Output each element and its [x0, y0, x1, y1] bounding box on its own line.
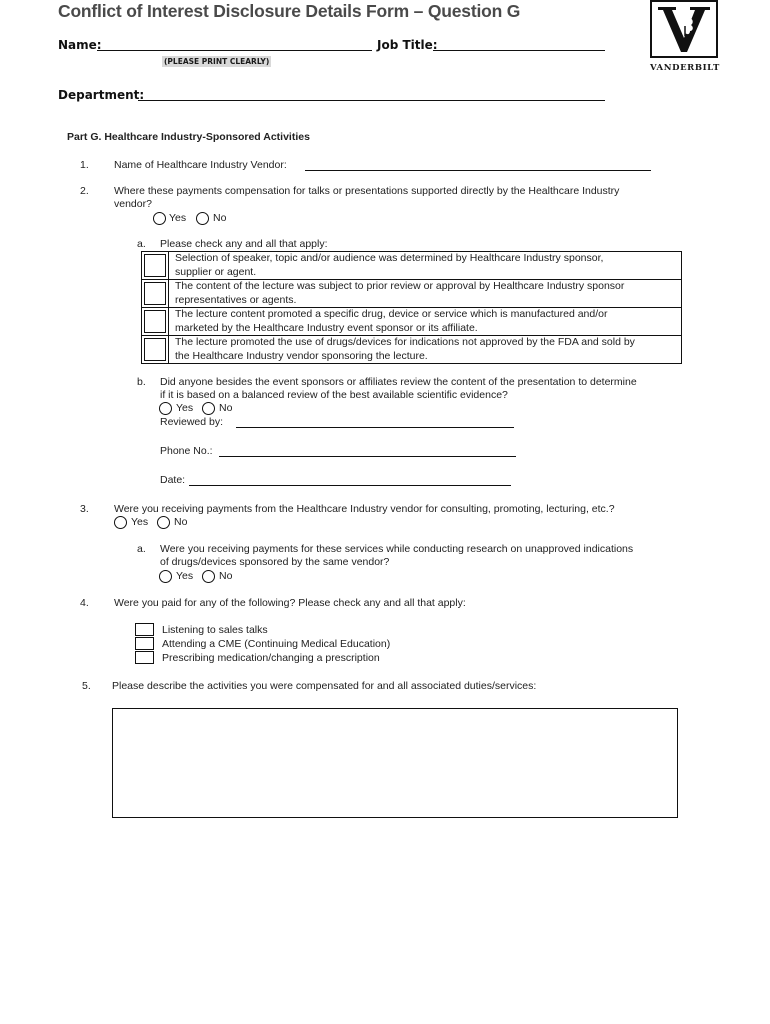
q2b-yes-label: Yes [176, 402, 194, 414]
q2b-text-line1: Did anyone besides the event sponsors or affiliates review the content of the presentation to determine [160, 376, 637, 388]
q3-text: Were you receiving payments from the Healthcare Industry vendor for consulting, promoting, lecturing, etc.? [114, 503, 615, 515]
part-g-heading: Part G. Healthcare Industry-Sponsored Activities [67, 131, 310, 143]
q2a-option-row [142, 308, 682, 336]
name-label: Name: [58, 38, 102, 52]
q2a-label: a. [137, 238, 146, 250]
q2a-option-1-line1: Selection of speaker, topic and/or audience was determined by Healthcare Industry sponsor, [175, 252, 604, 264]
q2a-option-2-text [169, 280, 681, 307]
q2b-yes-radio[interactable] [159, 402, 172, 415]
q3-no-radio[interactable] [157, 516, 170, 529]
q2a-option-row [142, 280, 682, 308]
q2a-option-1-line2: supplier or agent. [175, 265, 257, 278]
q2a-option-3-text [169, 308, 681, 335]
q2-no-label: No [213, 212, 227, 224]
name-field[interactable] [97, 50, 372, 51]
q2b-no-label: No [219, 402, 233, 414]
q2-no-radio[interactable] [196, 212, 209, 225]
department-field[interactable] [138, 100, 605, 101]
reviewed-by-field[interactable] [236, 427, 514, 428]
form-title: Conflict of Interest Disclosure Details Form – Question G [58, 1, 521, 21]
q3-yes-label: Yes [131, 516, 149, 528]
phone-field[interactable] [219, 456, 516, 457]
q2a-option-2-line1: The content of the lecture was subject to prior review or approval by Healthcare Industry sponsor [175, 280, 625, 292]
q3a-yes-label: Yes [176, 570, 194, 582]
q3a-text-line1: Were you receiving payments for these services while conducting research on unapproved indications [160, 543, 634, 555]
q4-option-1-label: Listening to sales talks [162, 624, 268, 636]
vendor-name-field[interactable] [305, 170, 651, 171]
q4-option-1-checkbox[interactable] [135, 623, 154, 636]
q2b-no-radio[interactable] [202, 402, 215, 415]
q4-option-3-label: Prescribing medication/changing a prescription [162, 652, 380, 664]
q2-number: 2. [80, 185, 89, 197]
q2-text-line1: Where these payments compensation for talks or presentations supported directly by the Healthcare Industry [114, 185, 620, 197]
q1-text: Name of Healthcare Industry Vendor: [114, 159, 287, 171]
q2a-option-3-line2: marketed by the Healthcare Industry event sponsor or its affiliate. [175, 321, 478, 334]
q2a-options-table [141, 251, 682, 364]
q2a-text: Please check any and all that apply: [160, 238, 328, 250]
q2b-label: b. [137, 376, 146, 388]
phone-label: Phone No.: [160, 445, 213, 457]
q3-yes-radio[interactable] [114, 516, 127, 529]
q2-text-line2: vendor? [114, 198, 152, 210]
q2-yes-label: Yes [169, 212, 187, 224]
vanderbilt-wordmark: VANDERBILT [650, 63, 720, 73]
q3a-no-label: No [219, 570, 233, 582]
q3-no-label: No [174, 516, 188, 528]
q2a-option-4-line1: The lecture promoted the use of drugs/devices for indications not approved by the FDA and sold by [175, 336, 635, 348]
q3a-yes-radio[interactable] [159, 570, 172, 583]
q3a-no-radio[interactable] [202, 570, 215, 583]
q2a-option-2-line2: representatives or agents. [175, 293, 297, 306]
q2a-option-4-line2: the Healthcare Industry vendor sponsoring the lecture. [175, 349, 428, 362]
q2a-option-4-checkbox[interactable] [144, 338, 166, 361]
vanderbilt-logo [650, 0, 718, 58]
q2a-option-4-text [169, 336, 681, 363]
date-label: Date: [160, 474, 186, 486]
q4-number: 4. [80, 597, 89, 609]
department-label: Department: [58, 88, 145, 102]
vanderbilt-v-oak-mark [652, 2, 716, 56]
q4-option-2-checkbox[interactable] [135, 637, 154, 650]
job-title-field[interactable] [433, 50, 605, 51]
q4-option-3-checkbox[interactable] [135, 651, 154, 664]
q3a-label: a. [137, 543, 146, 555]
q2a-option-2-checkbox[interactable] [144, 282, 166, 305]
q2-yes-radio[interactable] [153, 212, 166, 225]
q2a-option-row [142, 252, 682, 280]
q5-text: Please describe the activities you were compensated for and all associated duties/services: [112, 680, 537, 692]
print-clearly-note: (PLEASE PRINT CLEARLY) [164, 57, 270, 66]
q2a-option-3-checkbox[interactable] [144, 310, 166, 333]
activities-description-textarea[interactable] [112, 708, 678, 818]
q5-number: 5. [82, 680, 91, 692]
q4-text: Were you paid for any of the following? Please check any and all that apply: [114, 597, 466, 609]
q2a-option-3-line1: The lecture content promoted a specific drug, device or service which is manufactured and/or [175, 308, 608, 320]
q2a-option-1-checkbox[interactable] [144, 254, 166, 277]
q1-number: 1. [80, 159, 89, 171]
q2a-option-1-text [169, 252, 681, 279]
q2b-text-line2: if it is based on a balanced review of the best available scientific evidence? [160, 389, 508, 401]
q4-option-2-label: Attending a CME (Continuing Medical Education) [162, 638, 391, 650]
date-field[interactable] [189, 485, 511, 486]
reviewed-by-label: Reviewed by: [160, 416, 224, 428]
job-title-label: Job Title: [377, 38, 438, 52]
q3-number: 3. [80, 503, 89, 515]
q3a-text-line2: of drugs/devices sponsored by the same vendor? [160, 556, 390, 568]
q2a-option-row [142, 336, 682, 364]
